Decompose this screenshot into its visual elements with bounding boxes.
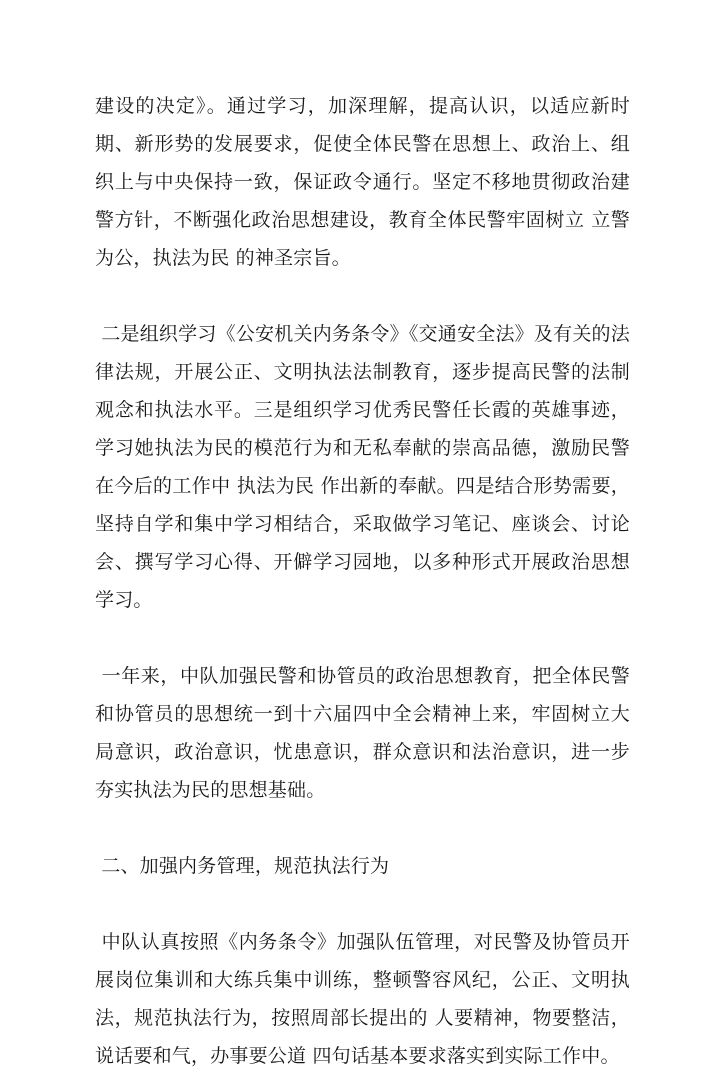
section-heading-internal-management: 二、加强内务管理，规范执法行为 (95, 855, 390, 877)
paragraph-political-study-continuation: 建设的决定》。通过学习，加深理解，提高认识，以适应新时期、新形势的发展要求，促使全体民警在思想上、政治上、组织上与中央保持一致，保证政令通行。坚定不移地贯彻政治建警方针，不断强化政治思想建设，教育全体民警牢固树立 立警为公，执法为民 的神圣宗旨。 (95, 95, 630, 269)
paragraph-internal-management-detail: 中队认真按照《内务条令》加强队伍管理，对民警及协管员开展岗位集训和大练兵集中训练，整顿警容风纪，公正、文明执法，规范执法行为，按照周部长提出的 人要精神，物要整洁，说话要和气，办事要公道 四句话基本要求落实到实际工作中。 (95, 931, 630, 1067)
document-text-block (95, 87, 630, 1075)
paragraph-study-measures: 二是组织学习《公安机关内务条令》《交通安全法》及有关的法律法规，开展公正、文明执法法制教育，逐步提高民警的法制观念和执法水平。三是组织学习优秀民警任长霞的英雄事迹，学习她执法为民的模范行为和无私奉献的崇高品德，激励民警在今后的工作中 执法为民 作出新的奉献。四是结合形势需要，坚持自学和集中学习相结合，采取做学习笔记、座谈会、讨论会、撰写学习心得、开僻学习园地，以多种形式开展政治思想学习。 (95, 323, 630, 611)
paragraph-yearly-summary: 一年来，中队加强民警和协管员的政治思想教育，把全体民警和协管员的思想统一到十六届四中全会精神上来，牢固树立大局意识，政治意识，忧患意识，群众意识和法治意识，进一步夯实执法为民的思想基础。 (95, 665, 630, 801)
